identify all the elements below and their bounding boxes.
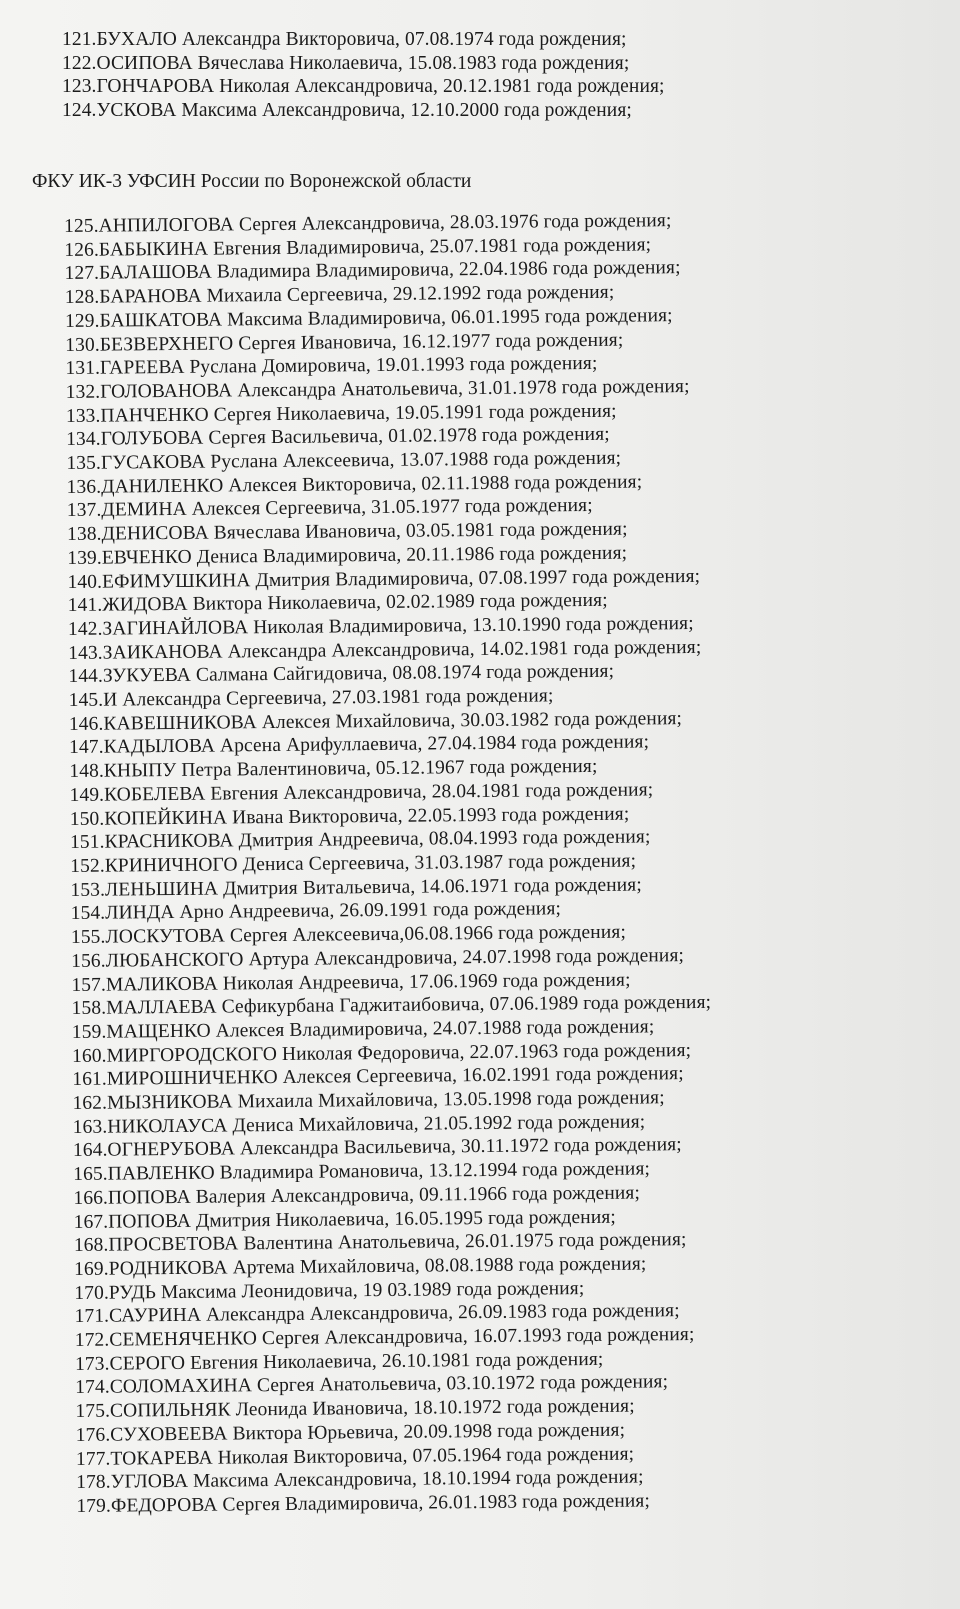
list-item: 144.ЗУКУЕВА Салмана Сайгидовича, 08.08.1974 года рождения;: [68, 661, 615, 688]
list-item: 141.ЖИДОВА Виктора Николаевича, 02.02.1989 года рождения;: [67, 590, 608, 617]
list-item: 125.АНПИЛОГОВА Сергея Александровича, 28.03.1976 года рождения;: [64, 210, 672, 237]
section-heading: ФКУ ИК-3 УФСИН России по Воронежской области: [32, 171, 472, 192]
list-item: 164.ОГНЕРУБОВА Александра Васильевича, 30.11.1972 года рождения;: [72, 1134, 682, 1162]
list-item: 148.КНЫПУ Петра Валентиновича, 05.12.1967 года рождения;: [69, 756, 598, 783]
list-item: 130.БЕЗВЕРХНЕГО Сергея Ивановича, 16.12.1977 года рождения;: [65, 329, 624, 356]
list-item: 153.ЛЕНЬШИНА Дмитрия Витальевича, 14.06.1971 года рождения;: [70, 874, 642, 901]
list-item: 162.МЫЗНИКОВА Михаила Михайловича, 13.05.1998 года рождения;: [72, 1087, 665, 1114]
list-item: 135.ГУСАКОВА Руслана Алексеевича, 13.07.1988 года рождения;: [66, 447, 622, 475]
list-item: 163.НИКОЛАУСА Дениса Михайловича, 21.05.1992 года рождения;: [72, 1111, 646, 1138]
list-item: 171.САУРИНА Александра Александровича, 26.09.1983 года рождения;: [74, 1300, 680, 1328]
list-item: 177.ТОКАРЕВА Николая Викторовича, 07.05.1964 года рождения;: [75, 1443, 635, 1470]
list-item: 168.ПРОСВЕТОВА Валентина Анатольевича, 26.01.1975 года рождения;: [73, 1229, 687, 1257]
list-item: 155.ЛОСКУТОВА Сергея Алексеевича,06.08.1966 года рождения;: [70, 921, 627, 949]
list-item: 140.ЕФИМУШКИНА Дмитрия Владимировича, 07.08.1997 года рождения;: [67, 565, 701, 593]
list-item: 136.ДАНИЛЕНКО Алексея Викторовича, 02.11.1988 года рождения;: [66, 471, 643, 498]
list-item: 178.УГЛОВА Максима Александровича, 18.10.1994 года рождения;: [76, 1466, 644, 1494]
list-item: 159.МАЩЕНКО Алексея Владимировича, 24.07.1988 года рождения;: [71, 1016, 655, 1043]
list-item: 160.МИРГОРОДСКОГО Николая Федоровича, 22.07.1963 года рождения;: [71, 1039, 692, 1067]
list-item: 175.СОПИЛЬНЯК Леонида Ивановича, 18.10.1972 года рождения;: [75, 1395, 635, 1423]
list-item: 132.ГОЛОВАНОВА Александра Анатольевича, 31.01.1978 года рождения;: [65, 375, 690, 403]
list-item: 179.ФЕДОРОВА Сергея Владимировича, 26.01.1983 года рождения;: [76, 1490, 651, 1517]
list-item: 143.ЗАИКАНОВА Александра Александровича, 14.02.1981 года рождения;: [68, 636, 702, 664]
list-item: 122.ОСИПОВА Вячеслава Николаевича, 15.08.1983 года рождения;: [62, 52, 630, 74]
list-item: 142.ЗАГИНАЙЛОВА Николая Владимировича, 13.10.1990 года рождения;: [67, 612, 694, 640]
list-item: 123.ГОНЧАРОВА Николая Александровича, 20.12.1981 года рождения;: [62, 76, 665, 98]
list-item: 157.МАЛИКОВА Николая Андреевича, 17.06.1969 года рождения;: [71, 969, 631, 996]
list-item: 131.ГАРЕЕВА Руслана Домировича, 19.01.1993 года рождения;: [65, 353, 598, 380]
list-item: 166.ПОПОВА Валерия Александровича, 09.11.1966 года рождения;: [73, 1182, 641, 1209]
list-item: 161.МИРОШНИЧЕНКО Алексея Сергеевича, 16.02.1991 года рождения;: [72, 1063, 684, 1091]
list-item: 150.КОПЕЙКИНА Ивана Викторовича, 22.05.1993 года рождения;: [69, 803, 630, 830]
list-item: 165.ПАВЛЕНКО Владимира Романовича, 13.12.1994 года рождения;: [73, 1158, 651, 1186]
main-entry-list: [64, 209, 716, 1519]
list-item: 145.И Александра Сергеевича, 27.03.1981 года рождения;: [68, 685, 554, 712]
list-item: 137.ДЕМИНА Алексея Сергеевича, 31.05.1977 года рождения;: [66, 495, 593, 522]
list-item: 151.КРАСНИКОВА Дмитрия Андреевича, 08.04.1993 года рождения;: [69, 826, 651, 854]
list-item: 133.ПАНЧЕНКО Сергея Николаевича, 19.05.1991 года рождения;: [65, 400, 617, 427]
list-item: 121.БУХАЛО Александра Викторовича, 07.08.1974 года рождения;: [62, 29, 627, 50]
list-item: 134.ГОЛУБОВА Сергея Васильевича, 01.02.1978 года рождения;: [66, 424, 610, 451]
list-item: 173.СЕРОГО Евгения Николаевича, 26.10.1981 года рождения;: [74, 1348, 604, 1375]
top-entry-list: [62, 28, 665, 122]
list-item: 156.ЛЮБАНСКОГО Артура Александровича, 24.07.1998 года рождения;: [71, 944, 685, 972]
list-item: 154.ЛИНДА Арно Андреевича, 26.09.1991 года рождения;: [70, 898, 562, 925]
list-item: 127.БАЛАШОВА Владимира Владимировича, 22.04.1986 года рождения;: [64, 257, 681, 285]
list-item: 139.ЕВЧЕНКО Дениса Владимировича, 20.11.1986 года рождения;: [67, 542, 628, 569]
list-item: 152.КРИНИЧНОГО Дениса Сергеевича, 31.03.1987 года рождения;: [70, 850, 637, 877]
list-item: 128.БАРАНОВА Михаила Сергеевича, 29.12.1992 года рождения;: [64, 281, 615, 309]
list-item: 176.СУХОВЕЕВА Виктора Юрьевича, 20.09.1998 года рождения;: [75, 1419, 626, 1446]
list-item: 158.МАЛЛАЕВА Сефикурбана Гаджитаибовича, 07.06.1989 года рождения;: [71, 992, 712, 1020]
list-item: 124.УСКОВА Максима Александровича, 12.10.2000 года рождения;: [62, 99, 632, 121]
list-item: 129.БАШКАТОВА Максима Владимировича, 06.01.1995 года рождения;: [64, 304, 673, 332]
list-item: 167.ПОПОВА Дмитрия Николаевича, 16.05.1995 года рождения;: [73, 1206, 616, 1233]
list-item: 170.РУДЬ Максима Леонидовича, 19 03.1989 года рождения;: [74, 1277, 585, 1304]
list-item: 126.БАБЫКИНА Евгения Владимировича, 25.07.1981 года рождения;: [64, 234, 652, 261]
list-item: 172.СЕМЕНЯЧЕНКО Сергея Александровича, 16.07.1993 года рождения;: [74, 1324, 695, 1351]
list-item: 146.КАВЕШНИКОВА Алексея Михайловича, 30.03.1982 года рождения;: [68, 707, 683, 735]
list-item: 174.СОЛОМАХИНА Сергея Анатольевича, 03.10.1972 года рождения;: [75, 1371, 669, 1399]
list-item: 147.КАДЫЛОВА Арсена Арифуллаевича, 27.04.1984 года рождения;: [69, 731, 650, 759]
list-item: 169.РОДНИКОВА Артема Михайловича, 08.08.1988 года рождения;: [74, 1253, 647, 1280]
list-item: 138.ДЕНИСОВА Вячеслава Ивановича, 03.05.1981 года рождения;: [66, 518, 628, 546]
list-item: 149.КОБЕЛЕВА Евгения Александровича, 28.04.1981 года рождения;: [69, 779, 654, 806]
